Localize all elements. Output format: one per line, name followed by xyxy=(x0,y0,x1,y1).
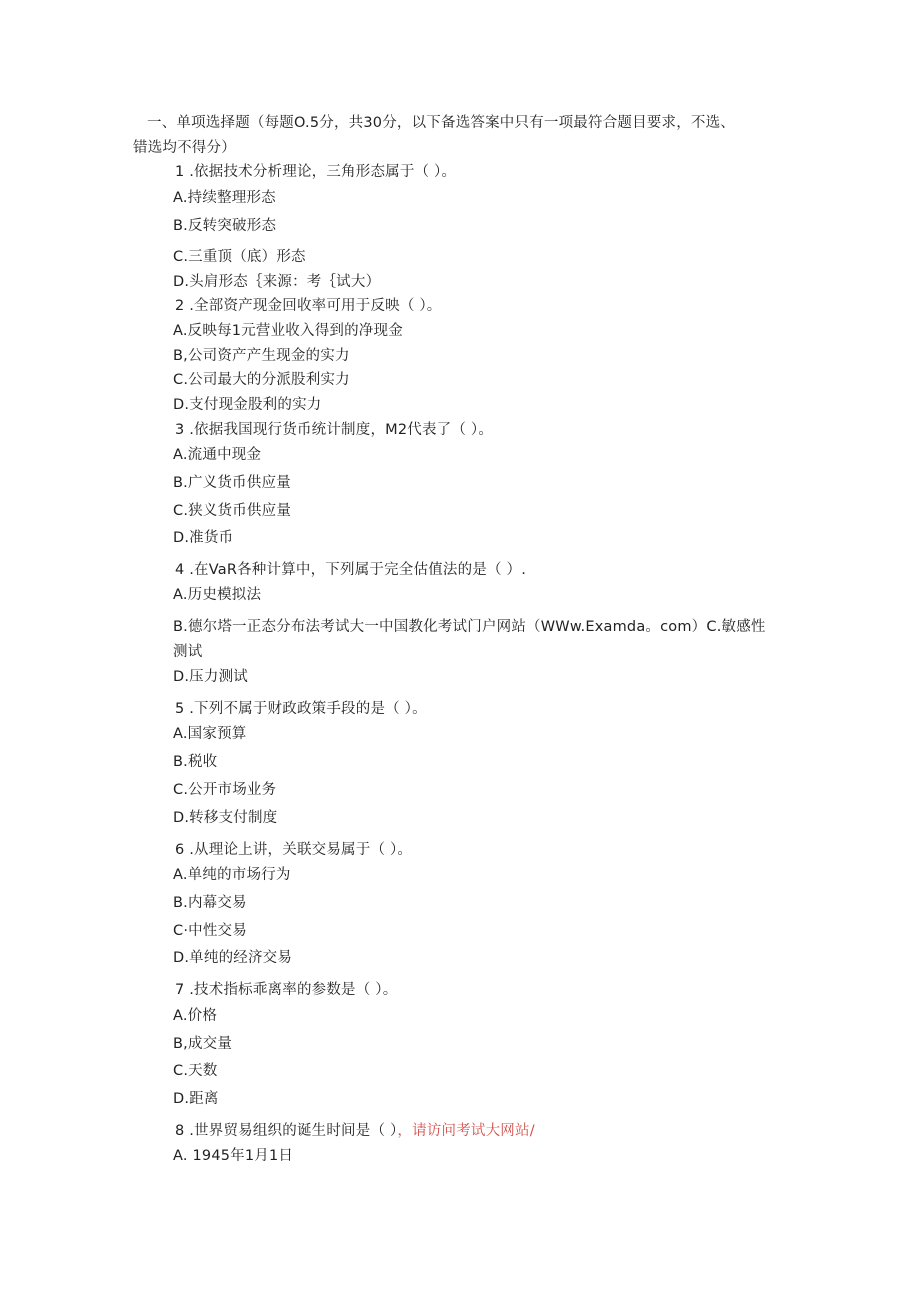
option-d: D.头肩形态｛来源：考｛试大） xyxy=(173,274,381,290)
option-d: D.准货币 xyxy=(173,530,234,546)
question-stem: 1 .依据技术分析理论，三角形态属于（ ）。 xyxy=(175,164,457,180)
heading-line-1: 一、单项选择题（每题O.5分，共30分，以下备选答案中只有一项最符合题目要求，不选、 xyxy=(147,115,736,131)
question-stem: 4 .在VaR各种计算中，下列属于完全估值法的是（ ）. xyxy=(175,562,527,578)
question-stem: 6 .从理论上讲，关联交易属于（ ）。 xyxy=(175,842,413,858)
option-b: B,成交量 xyxy=(173,1036,233,1052)
question-stem: 5 .下列不属于财政政策手段的是（ ）。 xyxy=(175,701,427,717)
option-a: A.历史模拟法 xyxy=(173,587,262,603)
option-c: C.狭义货币供应量 xyxy=(173,503,292,519)
option-a: A.价格 xyxy=(173,1008,218,1024)
option-d: D.压力测试 xyxy=(173,669,248,685)
question-stem xyxy=(175,1122,535,1140)
option-c-continued: 测试 xyxy=(173,644,203,660)
option-b: B,公司资产产生现金的实力 xyxy=(173,348,350,364)
option-a: A.流通中现金 xyxy=(173,447,262,463)
option-a: A.国家预算 xyxy=(173,726,247,742)
option-a: A.单纯的市场行为 xyxy=(173,867,291,883)
question-stem: 7 .技术指标乖离率的参数是（ ）。 xyxy=(175,982,398,998)
option-a: A. 1945年1月1日 xyxy=(173,1148,294,1164)
option-b-c: B.德尔塔一正态分布法考试大一中国教化考试门户网站（WWw.Examda。com）C.敏感性 xyxy=(173,619,766,635)
option-c: C.三重顶（底）形态 xyxy=(173,249,306,265)
option-c: C·中性交易 xyxy=(173,923,247,939)
option-a: A.反映每1元营业收入得到的净现金 xyxy=(173,323,403,339)
option-b: B.内幕交易 xyxy=(173,895,247,911)
question-stem: 3 .依据我国现行货币统计制度，M2代表了（ ）。 xyxy=(175,422,494,438)
site-link[interactable]: ，请访问考试大网站/ xyxy=(397,1123,535,1139)
option-b: B.税收 xyxy=(173,754,218,770)
option-b: B.广义货币供应量 xyxy=(173,475,291,491)
option-c: C.公开市场业务 xyxy=(173,782,277,798)
option-c: C.公司最大的分派股利实力 xyxy=(173,372,350,388)
option-d: D.转移支付制度 xyxy=(173,810,278,826)
question-stem: 2 .全部资产现金回收率可用于反映（ ）。 xyxy=(175,298,442,314)
option-c: C.天数 xyxy=(173,1063,218,1079)
question-stem-text: 8 .世界贸易组织的诞生时间是（ ） xyxy=(175,1123,398,1139)
option-d: D.单纯的经济交易 xyxy=(173,950,293,966)
heading-line-2: 错选均不得分） xyxy=(133,140,236,156)
option-d: D.距离 xyxy=(173,1091,219,1107)
option-a: A.持续整理形态 xyxy=(173,190,276,206)
option-d: D.支付现金股利的实力 xyxy=(173,397,322,413)
option-b: B.反转突破形态 xyxy=(173,218,277,234)
